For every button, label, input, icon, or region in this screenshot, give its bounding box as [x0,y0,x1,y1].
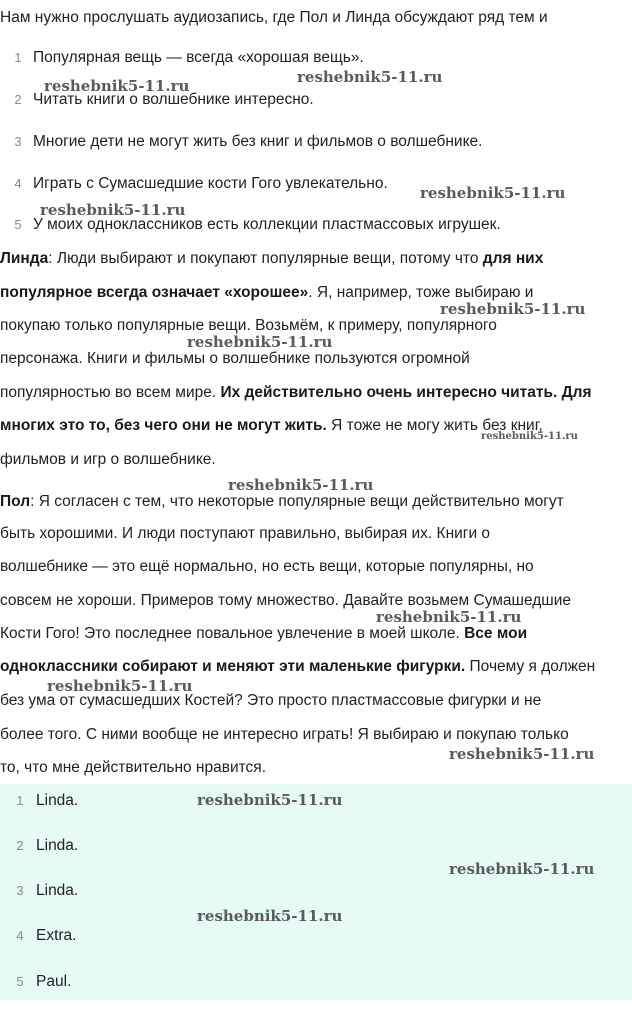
statement-number: 3 [14,134,22,149]
statement-text: Многие дети не могут жить без книг и фильмов о волшебнике. [33,133,483,150]
answer-number: 5 [16,974,24,989]
dialogue-bold: многих это то, без чего они не могут жить. [0,417,327,434]
statement-number: 5 [14,217,22,232]
statement-text: Популярная вещь — всегда «хорошая вещь». [33,49,364,66]
answers-panel [0,784,632,1000]
statement-item [0,47,632,69]
watermark: reshebnik5-11.ru [440,300,586,318]
watermark: reshebnik5-11.ru [420,184,566,202]
dialogue-bold: Их действительно очень интересно читать. Для [220,384,592,401]
statement-text: Читать книги о волшебнике интересно. [33,91,314,108]
dialogue-line [0,657,632,677]
answer-number: 2 [16,838,24,853]
dialogue-span: . Я, например, тоже выбираю и [308,284,534,301]
answer-text: Linda. [36,792,79,809]
answer-text: Extra. [36,927,77,944]
dialogue-bold: одноклассники собирают и меняют эти маленькие фигурки. [0,658,466,675]
dialogue-line [0,249,632,269]
speaker-linda: Линда [0,250,49,267]
watermark: reshebnik5-11.ru [449,745,595,763]
statement-item [0,131,632,153]
answer-item [0,971,632,993]
watermark: reshebnik5-11.ru [187,333,333,351]
dialogue-span: популярностью во всем мире. [0,384,221,401]
watermark: reshebnik5-11.ru [297,68,443,86]
dialogue-bold: популярное всегда означает «хорошее» [0,284,309,301]
statement-number: 4 [14,176,22,191]
dialogue-line [0,624,632,644]
watermark: reshebnik5-11.ru [40,201,186,219]
intro-text: Нам нужно прослушать аудиозапись, где Пол и Линда обсуждают ряд тем и [0,9,548,26]
statement-number: 2 [14,92,22,107]
dialogue-line: быть хорошими. И люди поступают правильно, выбирая их. Книги о [0,525,491,542]
watermark: reshebnik5-11.ru [376,608,522,626]
dialogue-span: : Люди выбирают и покупают популярные вещи, потому что [48,250,483,267]
answer-item [0,925,632,947]
statement-text: У моих одноклассников есть коллекции пластмассовых игрушек. [33,216,501,233]
watermark: reshebnik5-11.ru [449,860,595,878]
statement-text: Играть с Сумасшедшие кости Гого увлекательно. [33,175,388,192]
dialogue-line: без ума от сумасшедших Костей? Это просто пластмассовые фигурки и не [0,692,542,709]
speaker-paul: Пол [0,493,31,510]
answer-item [0,835,632,857]
dialogue-line [0,492,632,512]
watermark: reshebnik5-11.ru [44,77,190,95]
watermark: reshebnik5-11.ru [481,431,578,442]
answer-item [0,880,632,902]
answer-text: Linda. [36,837,79,854]
dialogue-bold: для них [482,250,544,267]
dialogue-line: фильмов и игр о волшебнике. [0,451,216,468]
dialogue-line: более того. С ними вообще не интересно играть! Я выбираю и покупаю только [0,726,569,743]
dialogue-line: совсем не хороши. Примеров тому множество. Давайте возьмем Сумашедшие [0,592,572,609]
dialogue-span: Почему я должен [465,658,596,675]
dialogue-line [0,383,632,403]
answer-number: 4 [16,928,24,943]
watermark: reshebnik5-11.ru [228,476,374,494]
dialogue-line: персонажа. Книги и фильмы о волшебнике пользуются огромной [0,350,470,367]
dialogue-span: Кости Гого! Это последнее повальное увлечение в моей школе. [0,625,465,642]
answer-text: Paul. [36,973,72,990]
watermark: reshebnik5-11.ru [197,791,343,809]
watermark: reshebnik5-11.ru [47,677,193,695]
dialogue-line: покупаю только популярные вещи. Возьмём, к примеру, популярного [0,317,497,334]
watermark: reshebnik5-11.ru [197,907,343,925]
answer-text: Linda. [36,882,79,899]
answer-number: 3 [16,883,24,898]
statement-number: 1 [14,50,22,65]
dialogue-span: Я тоже не могу жить без книг, [326,417,543,434]
answer-number: 1 [16,793,24,808]
dialogue-line: то, что мне действительно нравится. [0,759,266,776]
dialogue-bold: Все мои [464,625,528,642]
dialogue-span: : Я согласен с тем, что некоторые популярные вещи действительно могут [30,493,564,510]
dialogue-line: волшебнике — это ещё нормально, но есть вещи, которые популярны, но [0,558,534,575]
